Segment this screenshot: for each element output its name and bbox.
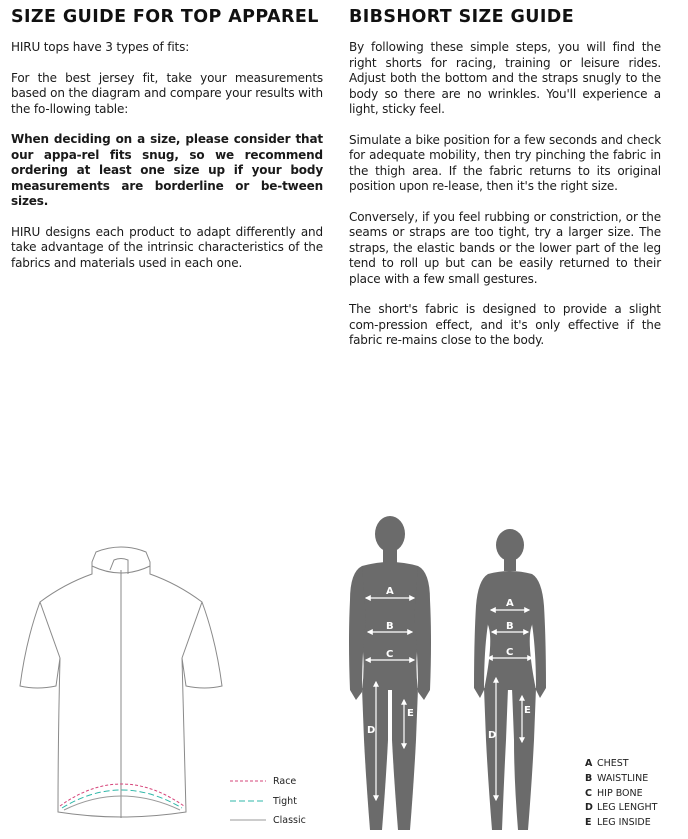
jersey-hem-tight: [62, 790, 182, 808]
female-neck: [504, 559, 516, 571]
top-apparel-section: [11, 6, 323, 286]
male-leg-left: [362, 688, 388, 830]
key-letter-d: D: [585, 802, 593, 813]
female-label-c: C: [506, 647, 514, 658]
key-label-leg-length: LEG LENGHT: [597, 802, 658, 813]
female-arm-left: [474, 574, 488, 698]
male-label-b: B: [386, 621, 394, 632]
top-apparel-paragraph: HIRU tops have 3 types of fits:: [11, 40, 190, 54]
key-label-leg-inside: LEG INSIDE: [597, 817, 651, 828]
female-figure: [474, 529, 546, 830]
bibshort-section: [349, 6, 661, 364]
bibshort-paragraph: By following these simple steps, you will find the right shorts for racing, training or leisure rides. Adjust both the bottom and the straps snugly to the body so there are no wrinkles. You'll experience a light, sticky feel.: [349, 40, 661, 116]
male-label-a: A: [386, 586, 394, 597]
female-label-e: E: [524, 705, 531, 716]
top-apparel-paragraph: HIRU designs each product to adapt differently and take advantage of the intrinsic characteristics of the fabrics and materials used in each one.: [11, 224, 323, 270]
female-arm-right: [532, 574, 546, 698]
jersey-illustration: [20, 547, 222, 818]
legend-tight-label: Tight: [273, 796, 297, 807]
bibshort-paragraph: Simulate a bike position for a few seconds and check for adequate mobility, then try pinching the fabric in the thigh area. If the fabric returns to its original position upon re-lease, then it's the right size.: [349, 132, 661, 193]
female-head: [496, 529, 524, 561]
key-letter-c: C: [585, 788, 592, 799]
male-label-e: E: [407, 708, 414, 719]
jersey-collar-inner: [110, 559, 128, 575]
male-neck: [383, 549, 397, 563]
measurement-key: [585, 758, 658, 828]
key-letter-e: E: [585, 817, 592, 828]
key-label-waistline: WAISTLINE: [597, 773, 649, 784]
top-apparel-title: SIZE GUIDE FOR TOP APPAREL: [11, 7, 319, 27]
fit-legend: [230, 776, 306, 826]
male-head: [375, 516, 405, 552]
jersey-sleeve-seam-right: [182, 602, 202, 658]
key-label-hip-bone: HIP BONE: [597, 788, 643, 799]
female-label-b: B: [506, 621, 514, 632]
key-letter-a: A: [585, 758, 593, 769]
key-letter-b: B: [585, 773, 593, 784]
bibshort-paragraph: The short's fabric is designed to provide a slight com-pression effect, and it's only effective if the fabric re-mains close to the body.: [349, 302, 661, 347]
key-label-chest: CHEST: [597, 758, 629, 769]
male-figure: [349, 516, 431, 830]
legend-race-label: Race: [273, 776, 297, 787]
diagrams: [0, 480, 688, 839]
bibshort-title: BIBSHORT SIZE GUIDE: [349, 7, 575, 27]
female-label-a: A: [506, 598, 514, 609]
top-apparel-paragraph: For the best jersey fit, take your measurements based on the diagram and compare your results with the fo-llowing table:: [11, 70, 323, 116]
bibshort-paragraph: Conversely, if you feel rubbing or constriction, or the seams or straps are too tight, try a larger size. The straps, the elastic bands or the lower part of the leg tend to roll up but can be easily returned to their place with a few small gestures.: [349, 209, 661, 286]
legend-classic-label: Classic: [273, 815, 306, 826]
jersey-hem-race: [60, 784, 184, 806]
top-apparel-note: When deciding on a size, please consider that our appa-rel fits snug, so we recommend ordering at least one size up if your body measurements are borderline or be-tween sizes.: [11, 132, 323, 208]
male-label-d: D: [367, 725, 376, 736]
female-label-d: D: [488, 730, 497, 741]
male-leg-right: [392, 688, 418, 830]
male-label-c: C: [386, 649, 394, 660]
jersey-sleeve-seam-left: [40, 602, 60, 658]
